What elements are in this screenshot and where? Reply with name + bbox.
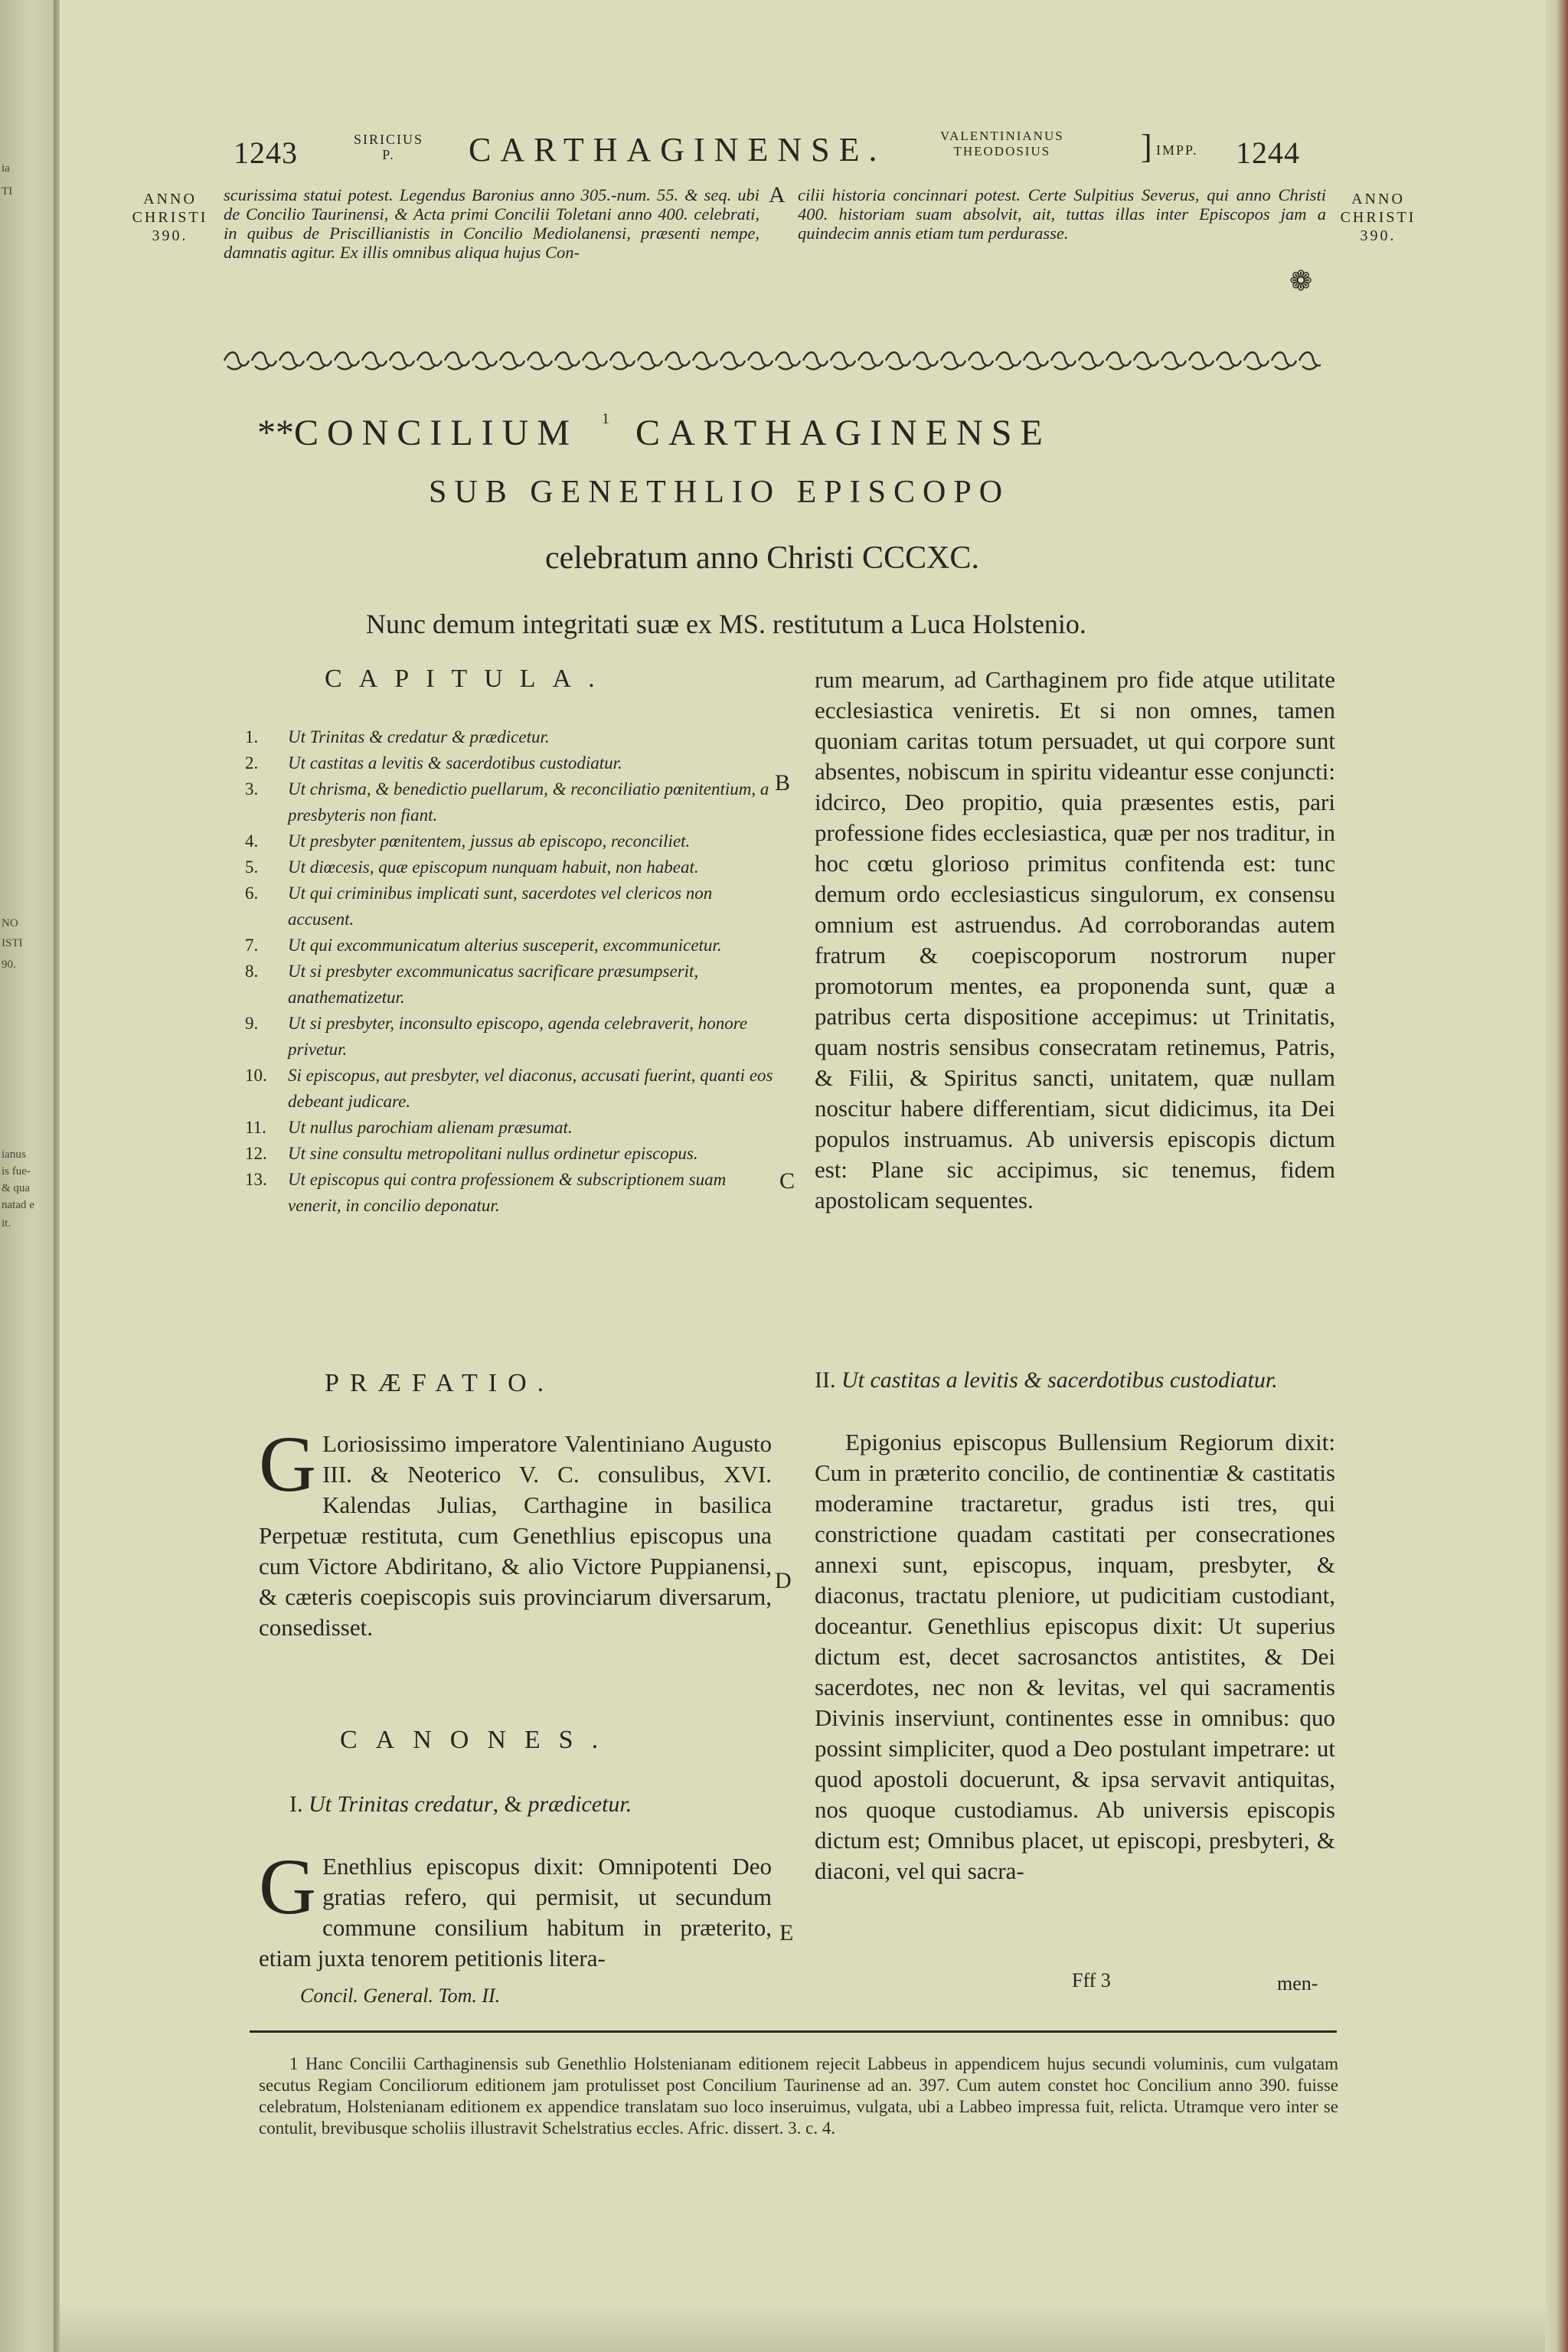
ornament-motif bbox=[776, 352, 800, 369]
capitulum-text: Ut qui excommunicatum alterius susceperit, excommunicetur. bbox=[288, 936, 722, 955]
praefatio-text bbox=[259, 1420, 772, 1643]
canon-1-title bbox=[289, 1792, 632, 1818]
capitulum-number: 12. bbox=[245, 1144, 267, 1163]
adjacent-page-fragment: it. bbox=[2, 1217, 11, 1230]
ornament-motif bbox=[390, 352, 414, 369]
title-word-concilium: CONCILIUM bbox=[294, 413, 578, 453]
ornament-motif bbox=[500, 352, 524, 369]
margin-letter-d: D bbox=[775, 1568, 792, 1593]
canon-1-title-part-c: prædicetur. bbox=[528, 1792, 632, 1817]
running-title: CARTHAGINENSE. bbox=[469, 131, 887, 168]
capitulum-number: 6. bbox=[245, 884, 259, 903]
ornament-motif bbox=[362, 352, 387, 369]
year: 390. bbox=[1360, 227, 1396, 244]
canon-1-text bbox=[259, 1843, 772, 1974]
adjacent-page-fragment: TI bbox=[2, 185, 13, 198]
adjacent-page-fragment: ia bbox=[2, 162, 10, 175]
adjacent-page-fragment: ISTI bbox=[2, 937, 23, 949]
capitulum-item bbox=[245, 776, 781, 828]
praefatio-body: Loriosissimo imperatore Valentiniano Augusto III. & Neoterico V. C. consulibus, XVI. Kalendas Julias, Carthagine in basilica Perpetuæ restituta, cum Genethlius episcopus una cum Victore Abdiritano, & alio Victore Puppianensi, & cæteris coepiscopis suis provinciarum diversarum, consedisset. bbox=[259, 1430, 772, 1641]
christi-word: CHRISTI bbox=[1340, 209, 1416, 226]
capitulum-item bbox=[245, 959, 781, 1011]
canon-2-title-text: Ut castitas a levitis & sacerdotibus custodiatur. bbox=[841, 1367, 1278, 1393]
capitulum-item bbox=[245, 880, 781, 933]
subtitle-date: celebratum anno Christi CCCXC. bbox=[545, 541, 979, 576]
year: 390. bbox=[152, 227, 188, 244]
capitulum-number: 3. bbox=[245, 779, 259, 799]
capitulum-text: Ut Trinitas & credatur & prædicetur. bbox=[288, 727, 550, 746]
ornament-motif bbox=[1272, 352, 1296, 369]
main-title bbox=[257, 410, 1051, 454]
canon-1-number: I. bbox=[289, 1792, 303, 1817]
ornament-motif bbox=[417, 352, 442, 369]
canon-1-body: Enethlius episcopus dixit: Omnipotenti Deo gratias refero, qui permisit, ut secundum commune consilium habitum in præterito, etiam juxta tenorem petitionis litera- bbox=[259, 1853, 772, 1971]
ornament-motif bbox=[969, 352, 993, 369]
capitulum-item bbox=[245, 724, 781, 750]
ornament-motif bbox=[472, 352, 497, 369]
ornament-motif bbox=[583, 352, 607, 369]
ornament-motif bbox=[1134, 352, 1158, 369]
ornament-motif bbox=[445, 352, 469, 369]
ornament-motif bbox=[831, 352, 855, 369]
margin-letter-e: E bbox=[779, 1920, 794, 1945]
capitulum-text: Ut diœcesis, quæ episcopum nunquam habuit, non habeat. bbox=[288, 858, 699, 877]
capitulum-item bbox=[245, 933, 781, 959]
ornament-motif bbox=[252, 352, 276, 369]
adjacent-page-fragment: 90. bbox=[2, 959, 16, 971]
ornament-motif bbox=[1161, 352, 1186, 369]
capitulum-number: 2. bbox=[245, 753, 259, 773]
impp-label: IMPP. bbox=[1156, 142, 1198, 158]
ornament-motif bbox=[858, 352, 883, 369]
christi-word: CHRISTI bbox=[132, 209, 208, 226]
ornament-motif bbox=[996, 352, 1021, 369]
subtitle-restitution: Nunc demum integritati suæ ex MS. restitutum a Luca Holstenio. bbox=[366, 609, 1086, 639]
ornament-motif bbox=[528, 352, 552, 369]
footnote-rule bbox=[250, 2030, 1337, 2033]
ornament-motif bbox=[748, 352, 773, 369]
ornament-motif bbox=[279, 352, 304, 369]
ornament-motif bbox=[224, 352, 249, 369]
page-right-edge bbox=[1545, 0, 1568, 2352]
adjacent-page-fragment: NO bbox=[2, 917, 18, 929]
ornament-motif bbox=[1051, 352, 1076, 369]
adjacent-page-fragment: ianus bbox=[2, 1148, 26, 1161]
capitulum-item bbox=[245, 1011, 781, 1063]
capitula-heading: CAPITULA. bbox=[325, 665, 612, 693]
emperor-1: VALENTINIANUS bbox=[940, 129, 1064, 143]
praefatio-heading: PRÆFATIO. bbox=[325, 1369, 555, 1397]
ornament-motif bbox=[307, 352, 332, 369]
anno-left bbox=[124, 190, 216, 245]
asterisks: ** bbox=[257, 413, 294, 453]
page-number-left: 1243 bbox=[234, 136, 298, 170]
emperor-2: THEODOSIUS bbox=[953, 144, 1051, 158]
capitulum-number: 8. bbox=[245, 962, 259, 981]
ornament-motif bbox=[693, 352, 717, 369]
capitulum-text: Ut sine consultu metropolitani nullus ordinetur episcopus. bbox=[288, 1144, 698, 1163]
title-word-carthaginense: CARTHAGINENSE bbox=[635, 413, 1051, 453]
adjacent-page-fragment: is fue- bbox=[2, 1165, 31, 1178]
ornament-motif bbox=[1079, 352, 1103, 369]
capitulum-item bbox=[245, 1063, 781, 1115]
dropcap-g: G bbox=[259, 1420, 317, 1508]
dropcap-g: G bbox=[259, 1843, 317, 1931]
capitulum-item bbox=[245, 750, 781, 776]
pope-title: P. bbox=[382, 147, 395, 162]
adjacent-page-fragment: natad e bbox=[2, 1199, 34, 1211]
ornamental-band bbox=[218, 348, 1321, 374]
ornament-motif bbox=[638, 352, 662, 369]
header-note-left: scurissima statui potest. Legendus Baronius anno 305.-num. 55. & seq. ubi de Concilio Taurinensi, & Acta primi Concilii Toletani anno 400. celebrati, in quibus de Priscillianistis in Concilio Mediolanensi, præsenti nempe, damnatis agitur. Ex illis omnibus aliqua hujus Con- bbox=[224, 185, 760, 262]
capitulum-number: 13. bbox=[245, 1170, 267, 1189]
canones-heading: CANONES. bbox=[340, 1726, 617, 1754]
capitulum-number: 1. bbox=[245, 727, 259, 746]
fleuron-mark: ❁ bbox=[1289, 266, 1313, 296]
ornament-motif bbox=[555, 352, 580, 369]
canon-1-continuation: rum mearum, ad Carthaginem pro fide atque utilitate ecclesiastica veniretis. Et si non omnes, tamen quoniam caritas totum persuadet, ut qui corpore sunt absentes, nobiscum in spiritu videantur esse conjuncti: idcirco, Deo propitio, quia præsentes estis, pari professione fides ecclesiastica, quæ per nos traditur, in hoc cœtu glorioso primitus confitenda est: tunc demum ordo ecclesiasticus singulorum, ex consensu omnium est astruendus. Ad corroborandas autem fratrum & coepiscoporum nostrorum nuper promotorum mentes, ea proponenda sunt, quæ a patribus certa dispositione accepimus: ut Trinitatis, quam nostris sensibus consecratam retinemus, Patris, & Filii, & Spiritus sancti, unitatem, quæ nullam noscitur habere differentiam, sicut didicimus, ita Dei populos instruamus. Ab universis episcopis dictum est: Plane sic accipimus, sic tenemus, fidem apostolicam sequentes. bbox=[815, 666, 1335, 1214]
margin-letter-a: A bbox=[769, 182, 786, 207]
footnote-text: 1 Hanc Concilii Carthaginensis sub Genethlio Holstenianam editionem rejecit Labbeus in appendicem hujus secundi voluminis, cum vulgatam secutus Regiam Conciliorum editionem jam protulisset post Concilium Taurinense ad an. 397. Cum autem constet hoc Concilium anno 390. fuisse celebratum, Holstenianam editionem ex appendice translatam suo loco inseruimus, vulgata, ubi a Labbeo impressa fuit, relicta. Utramque vero inter se contulit, brevibusque scholiis illustravit Schelstratius eccles. Afric. dissert. 3. c. 4. bbox=[259, 2054, 1338, 2138]
capitulum-text: Ut qui criminibus implicati sunt, sacerdotes vel clericos non accusent. bbox=[288, 884, 713, 929]
capitulum-item bbox=[245, 828, 781, 854]
ornament-motif bbox=[1299, 352, 1321, 369]
capitulum-text: Ut si presbyter excommunicatus sacrificare præsumpserit, anathematizetur. bbox=[288, 962, 699, 1007]
capitulum-text: Ut nullus parochiam alienam præsumat. bbox=[288, 1118, 573, 1137]
capitulum-number: 11. bbox=[245, 1118, 266, 1137]
anno-right bbox=[1332, 190, 1424, 245]
ornament-motif bbox=[1106, 352, 1131, 369]
signature-mark: Fff 3 bbox=[1072, 1969, 1111, 1991]
page-bottom-shadow bbox=[60, 2306, 1545, 2352]
canon-2-title bbox=[815, 1367, 1343, 1393]
ornament-motif bbox=[1189, 352, 1214, 369]
ornament-motif bbox=[886, 352, 910, 369]
canon-1-title-part-a: Ut Trinitas credatur bbox=[309, 1792, 493, 1817]
book-spine bbox=[54, 0, 60, 2352]
canon-2-number: II. bbox=[815, 1367, 836, 1393]
ornament-motif bbox=[1024, 352, 1048, 369]
ornament-motif bbox=[720, 352, 745, 369]
margin-letter-b: B bbox=[775, 770, 791, 795]
canon-2-text: Epigonius episcopus Bullensium Regiorum dixit: Cum in præterito concilio, de continentiæ & castitatis moderamine tractaretur, gradus isti tres, qui constrictione quadam castitati per consecrationes annexi sunt, episcopus, inquam, presbyter, & diaconus, tractatu pleniore, ut pudicitiam custodiant, doceantur. Genethlius episcopus dixit: Ut superius dictum est, decet sacrosanctos antistites, & Dei sacerdotes, nec non & levitas, vel qui sacramentis Divinis inserviunt, continentes esse in omnibus: quo possint simpliciter, quod a Deo postulant impetrare: ut quod apostoli docuerunt, & ipsa servavit antiquitas, nos quoque custodiamus. Ab universis episcopis dictum est; Omnibus placet, ut episcopi, presbyteri, & diaconi, vel qui sacra- bbox=[815, 1429, 1335, 1884]
bracket-glyph: ] bbox=[1141, 128, 1152, 165]
ornament-motif bbox=[913, 352, 938, 369]
capitulum-text: Si episcopus, aut presbyter, vel diaconus, accusati fuerint, quanti eos debeant judicare. bbox=[288, 1066, 773, 1111]
pope-label bbox=[354, 132, 423, 162]
ornament-motif bbox=[941, 352, 965, 369]
anno-word: ANNO bbox=[1351, 191, 1405, 207]
ornament-motif bbox=[803, 352, 828, 369]
source-reference: Concil. General. Tom. II. bbox=[300, 1984, 501, 2007]
adjacent-page-edge bbox=[0, 0, 54, 2352]
capitulum-item bbox=[245, 854, 781, 880]
capitulum-text: Ut castitas a levitis & sacerdotibus custodiatur. bbox=[288, 753, 622, 773]
capitulum-text: Ut presbyter pœnitentem, jussus ab episcopo, reconciliet. bbox=[288, 831, 691, 851]
pope-name: SIRICIUS bbox=[354, 132, 424, 147]
capitulum-number: 10. bbox=[245, 1066, 267, 1085]
capitulum-item bbox=[245, 1167, 781, 1219]
emperors-label bbox=[940, 129, 1064, 159]
subtitle-episcopo: SUB GENETHLIO EPISCOPO bbox=[429, 475, 1011, 510]
ornament-motif bbox=[1217, 352, 1241, 369]
capitulum-text: Ut chrisma, & benedictio puellarum, & reconciliatio pœnitentium, a presbyteris non fiant. bbox=[288, 779, 769, 825]
page-number-right: 1244 bbox=[1236, 136, 1300, 170]
ornament-motif bbox=[1244, 352, 1269, 369]
capitulum-item bbox=[245, 1141, 781, 1167]
capitulum-number: 7. bbox=[245, 936, 259, 955]
capitulum-text: Ut si presbyter, inconsulto episcopo, agenda celebraverit, honore privetur. bbox=[288, 1014, 748, 1059]
ornament-motif bbox=[335, 352, 359, 369]
footnote-marker: 1 bbox=[602, 410, 609, 427]
capitulum-number: 4. bbox=[245, 831, 259, 851]
ornament-motif bbox=[665, 352, 690, 369]
header-note-right: cilii historia concinnari potest. Certe Sulpitius Severus, qui anno Christi 400. historiam suam absolvit, ait, tuttas illas inter Episcopos jam a quindecim annis etiam tum perdurasse. bbox=[798, 185, 1326, 243]
capitulum-item bbox=[245, 1115, 781, 1141]
capitulum-number: 5. bbox=[245, 858, 259, 877]
capitulum-text: Ut episcopus qui contra professionem & subscriptionem suam venerit, in concilio deponatur. bbox=[288, 1170, 727, 1215]
capitulum-number: 9. bbox=[245, 1014, 259, 1033]
margin-letter-c: C bbox=[779, 1168, 795, 1194]
ornament-motif bbox=[610, 352, 635, 369]
anno-word: ANNO bbox=[143, 191, 197, 207]
canon-1-title-part-b: , & bbox=[492, 1792, 522, 1817]
capitula-list bbox=[245, 724, 781, 1219]
catchword: men- bbox=[1277, 1972, 1318, 1994]
adjacent-page-fragment: & qua bbox=[2, 1182, 31, 1194]
